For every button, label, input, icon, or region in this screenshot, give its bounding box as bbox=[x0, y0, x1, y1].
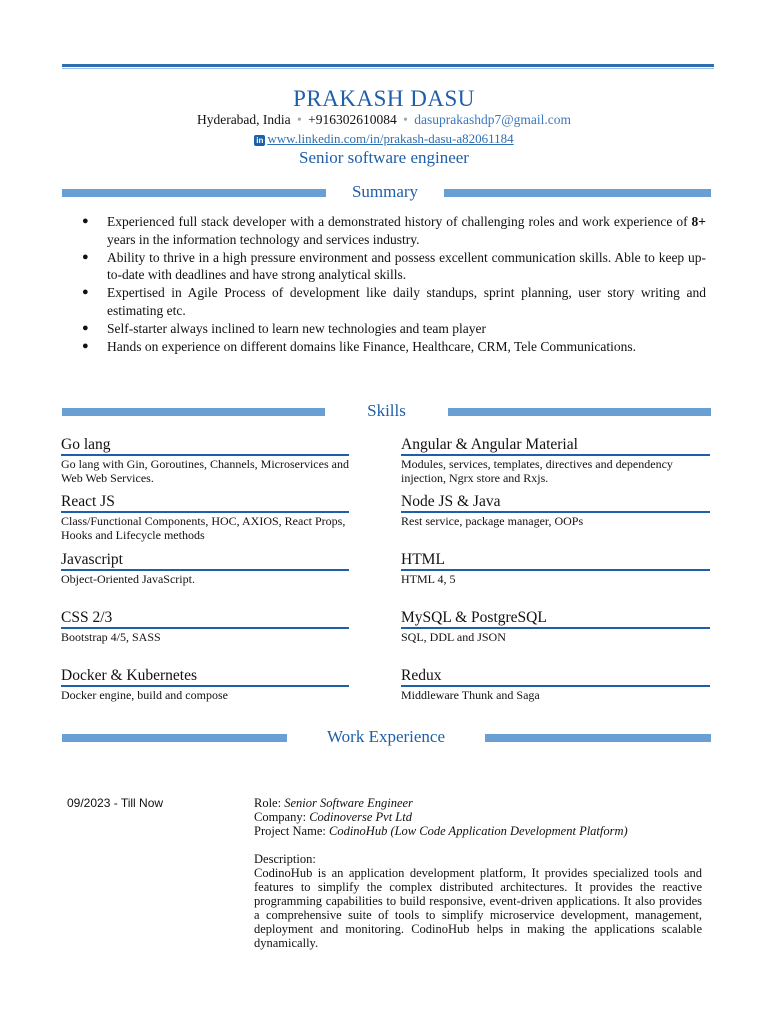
job-role: Role: Senior Software Engineer bbox=[254, 796, 413, 810]
skill-name: MySQL & PostgreSQL bbox=[401, 609, 710, 629]
skill-desc: HTML 4, 5 bbox=[401, 572, 456, 586]
skill-name: React JS bbox=[61, 493, 349, 513]
location: Hyderabad, India bbox=[196, 112, 291, 127]
spacer bbox=[254, 838, 702, 852]
skill-item bbox=[61, 493, 349, 542]
separator-dot: • bbox=[403, 112, 408, 127]
summary-item: ● Ability to thrive in a high pressure environment and possess excellent communication skills. Able to keep up-to-date with deadlines and have strong analytical skills. bbox=[82, 249, 706, 282]
skill-item bbox=[61, 551, 349, 586]
skill-name: Docker & Kubernetes bbox=[61, 667, 349, 687]
job-date: 09/2023 - Till Now bbox=[67, 796, 164, 810]
skill-name: Redux bbox=[401, 667, 710, 687]
skill-item bbox=[401, 493, 710, 528]
skill-name: HTML bbox=[401, 551, 710, 571]
heading-bar-left bbox=[62, 408, 325, 416]
job-title: Senior software engineer bbox=[299, 148, 469, 167]
job-company: Company: Codinoverse Pvt Ltd bbox=[254, 810, 412, 824]
bullet-icon: ● bbox=[82, 339, 89, 352]
job-desc-label: Description: bbox=[254, 852, 316, 866]
heading-bar-right bbox=[444, 189, 711, 197]
skill-desc: Bootstrap 4/5, SASS bbox=[61, 630, 161, 644]
bullet-icon: ● bbox=[82, 321, 89, 334]
skill-item bbox=[401, 551, 710, 586]
skill-desc: Modules, services, templates, directives and dependency injection, Ngrx store and Rxjs. bbox=[401, 457, 673, 485]
job-entry bbox=[254, 796, 702, 950]
contact-line bbox=[0, 112, 768, 128]
skill-desc: Class/Functional Components, HOC, AXIOS, React Props, Hooks and Lifecycle methods bbox=[61, 514, 346, 542]
skill-item bbox=[401, 436, 710, 485]
skill-desc: Go lang with Gin, Goroutines, Channels, Microservices and Web Web Services. bbox=[61, 457, 349, 485]
skill-name: CSS 2/3 bbox=[61, 609, 349, 629]
skill-desc: Rest service, package manager, OOPs bbox=[401, 514, 584, 528]
summary-item: ● Hands on experience on different domains like Finance, Healthcare, CRM, Tele Communications. bbox=[82, 338, 637, 354]
skill-desc: SQL, DDL and JSON bbox=[401, 630, 506, 644]
bullet-icon: ● bbox=[82, 250, 89, 263]
bullet-icon: ● bbox=[82, 215, 89, 227]
work-title: Work Experience bbox=[326, 727, 446, 746]
linkedin-icon: in bbox=[256, 136, 264, 145]
skill-name: Go lang bbox=[61, 436, 349, 456]
heading-bar-right bbox=[448, 408, 711, 416]
email-link[interactable]: dasuprakashdp7@gmail.com bbox=[414, 112, 572, 127]
summary-list bbox=[82, 213, 706, 356]
skill-name: Javascript bbox=[61, 551, 349, 571]
skill-name: Node JS & Java bbox=[401, 493, 710, 513]
linkedin-line bbox=[0, 131, 768, 147]
skills-title: Skills bbox=[367, 401, 406, 420]
skill-desc: Object-Oriented JavaScript. bbox=[61, 572, 195, 586]
skill-desc: Docker engine, build and compose bbox=[61, 688, 228, 702]
job-description: CodinoHub is an application development platform, It provides specialized tools and features to simplify the complex distributed architectures. It provides the reactive programming capabilities to build responsive, event-driven applications. It also provides a comprehensive suite of tools to simplify microservice development, management, deployment and monitoring. CodinoHub helps in making the applications scalable dynamically. bbox=[254, 866, 702, 950]
top-rule-thin bbox=[62, 68, 714, 69]
skill-name: Angular & Angular Material bbox=[401, 436, 710, 456]
skill-item bbox=[61, 609, 349, 644]
skill-item bbox=[61, 667, 349, 702]
candidate-name: PRAKASH DASU bbox=[293, 86, 475, 111]
heading-bar-left bbox=[62, 189, 326, 197]
skill-desc: Middleware Thunk and Saga bbox=[401, 688, 540, 702]
summary-item: ● Self-starter always inclined to learn new technologies and team player bbox=[82, 320, 486, 336]
bullet-icon: ● bbox=[82, 286, 89, 298]
skill-item bbox=[61, 436, 349, 485]
heading-bar-left bbox=[62, 734, 287, 742]
skill-item bbox=[401, 667, 710, 702]
skills-heading bbox=[62, 401, 711, 425]
summary-item: ● Experienced full stack developer with a demonstrated history of challenging roles and work experience of 8+ years in the information technology and services industry. bbox=[82, 214, 706, 247]
summary-item: ● Expertised in Agile Process of development like daily standups, sprint planning, user story writing and estimating etc. bbox=[82, 285, 706, 318]
summary-title: Summary bbox=[351, 182, 419, 201]
summary-heading bbox=[62, 182, 711, 206]
heading-bar-right bbox=[485, 734, 711, 742]
linkedin-link[interactable]: www.linkedin.com/in/prakash-dasu-a82061184 bbox=[267, 131, 514, 146]
separator-dot: • bbox=[297, 112, 302, 127]
phone: +916302610084 bbox=[308, 112, 397, 127]
skill-item bbox=[401, 609, 710, 644]
job-project: Project Name: CodinoHub (Low Code Application Development Platform) bbox=[254, 824, 628, 838]
work-heading bbox=[62, 727, 711, 751]
top-rule bbox=[62, 64, 714, 67]
